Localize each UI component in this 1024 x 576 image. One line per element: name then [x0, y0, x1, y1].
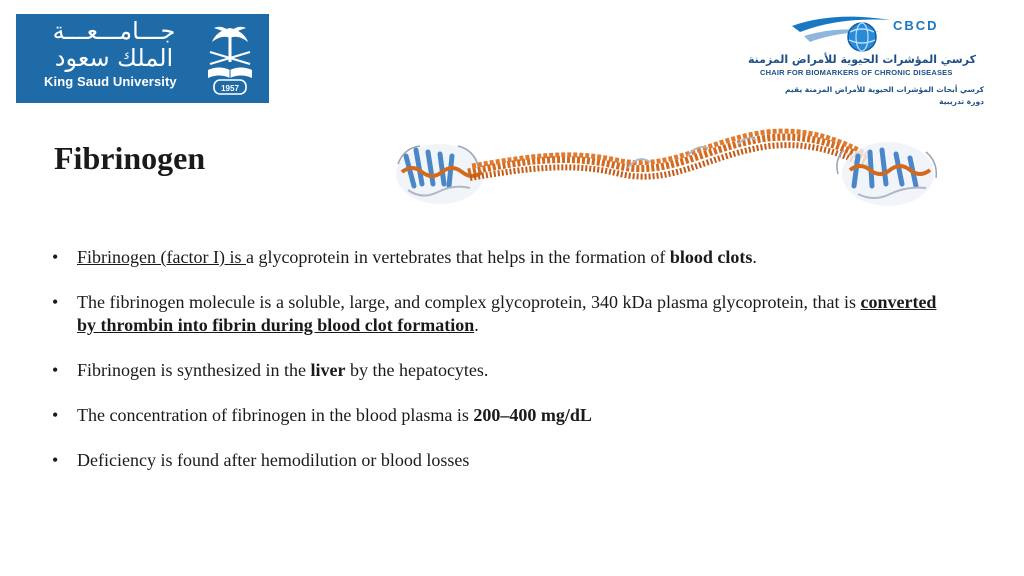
bullet-dot: • — [52, 450, 59, 470]
bullet-text: a glycoprotein in vertebrates that helps in the formation of — [245, 247, 670, 267]
bullet-dot: • — [52, 360, 59, 380]
cbcd-course-note — [785, 84, 984, 108]
ksu-arabic-line1: جـــامـــعـــة — [52, 17, 176, 45]
bullet-list — [52, 246, 952, 494]
bullet-emphasis: blood clots — [669, 247, 753, 267]
ksu-arabic-line2: الملك سعود — [54, 44, 174, 72]
bullet-text: Deficiency is found after hemodilution or blood losses — [77, 450, 470, 470]
fibrinogen-molecule-image — [388, 116, 944, 216]
cbcd-abbreviation: CBCD — [893, 18, 939, 33]
list-item — [52, 449, 952, 472]
ksu-arabic-name — [48, 18, 180, 72]
bullet-emphasis: liver — [310, 360, 346, 380]
ksu-emblem-year: 1957 — [221, 84, 239, 93]
list-item — [52, 246, 952, 269]
bullet-text: The concentration of fibrinogen in the blood plasma is — [77, 405, 474, 425]
cbcd-logo — [750, 14, 1000, 110]
bullet-text: . — [752, 247, 757, 267]
bullet-dot: • — [52, 292, 59, 312]
slide-title: Fibrinogen — [54, 140, 206, 176]
list-item — [52, 404, 952, 427]
list-item — [52, 291, 952, 337]
bullet-dot: • — [52, 247, 59, 267]
coiled-coil-helices — [468, 131, 870, 178]
cbcd-course-line2: دورة تدريبية — [939, 97, 984, 106]
bullet-emphasis: 200–400 mg/dL — [473, 405, 592, 425]
cbcd-english-name: CHAIR FOR BIOMARKERS OF CHRONIC DISEASES — [760, 68, 953, 77]
ksu-logo — [16, 14, 269, 103]
bullet-emphasis-underlined: converted by thrombin into fibrin during blood clot formation — [77, 292, 937, 335]
cbcd-arabic-name: كرسي المؤشرات الحيوية للأمراض المزمنة — [748, 53, 976, 66]
bullet-text: . — [474, 315, 479, 335]
bullet-text-underlined: Fibrinogen (factor I) is — [77, 247, 246, 267]
list-item — [52, 359, 952, 382]
bullet-text: The fibrinogen molecule is a soluble, large, and complex glycoprotein, 340 kDa plasma glycoprotein, that is — [77, 292, 861, 312]
ksu-english-name: King Saud University — [44, 74, 177, 89]
bullet-text: Fibrinogen is synthesized in the — [77, 360, 311, 380]
cbcd-globe-icon — [790, 14, 896, 54]
bullet-dot: • — [52, 405, 59, 425]
ksu-emblem-icon — [200, 20, 260, 98]
bullet-text: by the hepatocytes. — [345, 360, 489, 380]
cbcd-course-line1: كرسي أبحاث المؤشرات الحيوية للأمراض المزمنة يقيم — [785, 85, 984, 94]
